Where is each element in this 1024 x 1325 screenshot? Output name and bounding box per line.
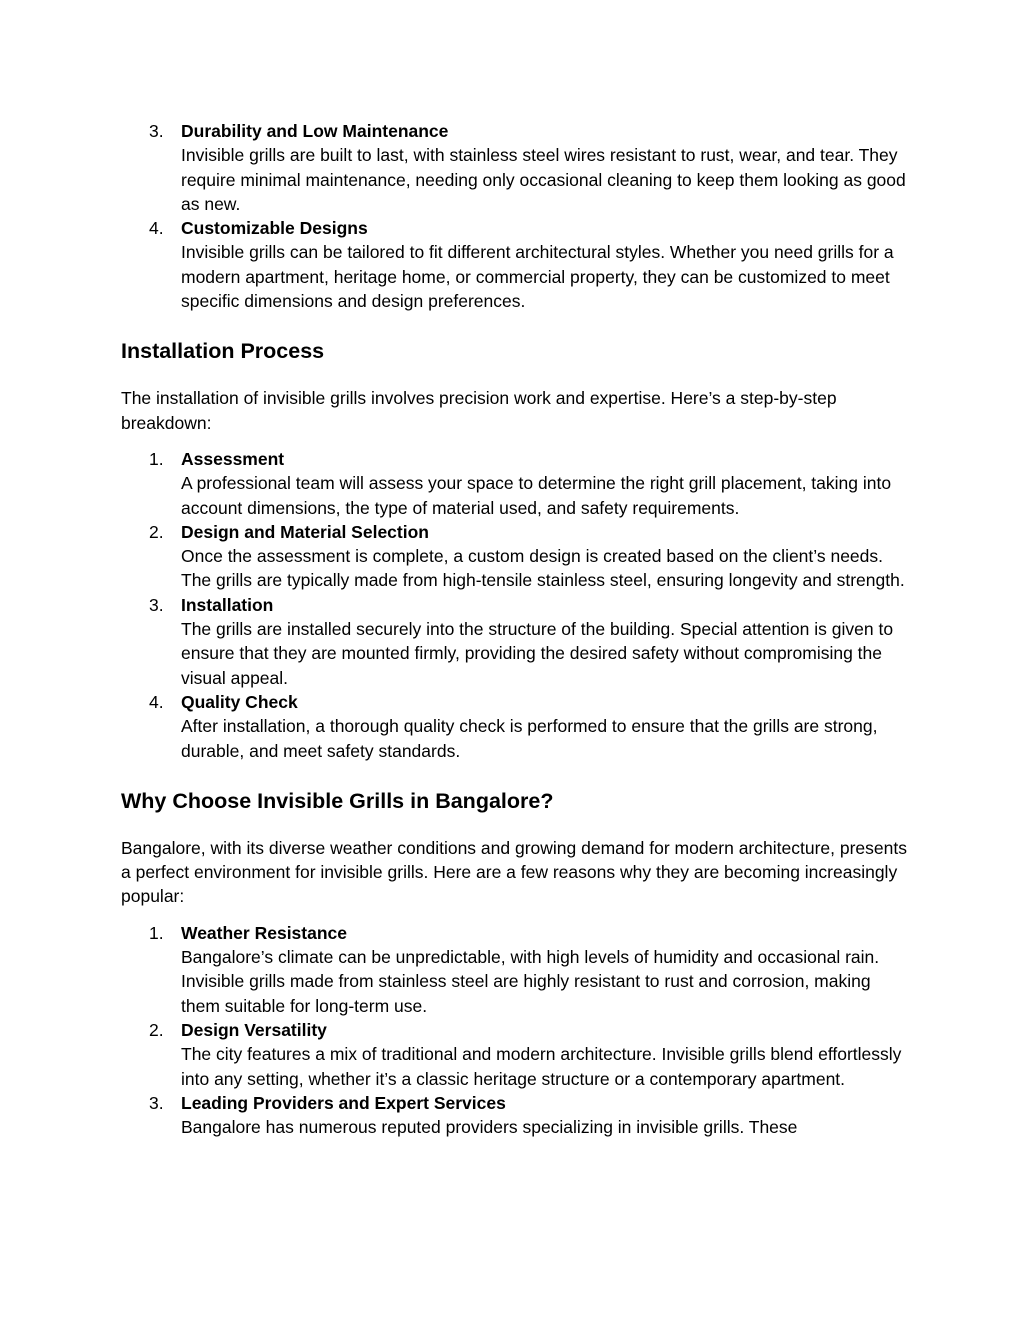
installation-steps-list [121,447,911,763]
list-item [121,921,911,1018]
list-item-title: Durability and Low Maintenance [181,121,449,141]
list-item-number: 3. [149,594,164,615]
list-item-title: Design Versatility [181,1019,327,1040]
list-item-number: 1. [149,448,164,469]
installation-intro: The installation of invisible grills involves precision work and expertise. Here’s a step-by-step breakdown: [121,388,837,433]
document-content [121,119,911,1139]
list-item-description: Bangalore has numerous reputed providers specializing in invisible grills. These [181,1117,798,1138]
list-item-description: A professional team will assess your space to determine the right grill placement, taking into account dimensions, the type of material used, and safety requirements. [181,473,892,518]
list-item-title: Assessment [181,448,285,469]
list-item-number: 1. [149,922,164,943]
section-heading-why-choose: Why Choose Invisible Grills in Bangalore? [121,788,554,813]
list-item-description: After installation, a thorough quality check is performed to ensure that the grills are strong, durable, and meet safety standards. [181,716,878,761]
list-item-number: 2. [149,1019,164,1040]
list-item-title: Weather Resistance [181,922,348,943]
why-choose-reasons-list [121,921,911,1140]
list-item-description: The city features a mix of traditional and modern architecture. Invisible grills blend effortlessly into any setting, whether it’s a classic heritage structure or a contemporary apartment. [181,1044,902,1089]
list-item-number: 3. [149,1092,164,1113]
list-item [121,216,911,313]
why-choose-intro: Bangalore, with its diverse weather conditions and growing demand for modern architecture, presents a perfect environment for invisible grills. Here are a few reasons why they are becoming increasingly popular: [121,837,907,907]
list-item [121,1091,911,1140]
list-item [121,520,911,593]
list-item-number: 4. [149,691,164,712]
benefits-list-continued [121,119,911,313]
list-item-description: Invisible grills are built to last, with stainless steel wires resistant to rust, wear, and tear. They require minimal maintenance, needing only occasional cleaning to keep them looking as good as new. [181,145,906,214]
list-item-title: Design and Material Selection [181,521,429,542]
list-item-title: Leading Providers and Expert Services [181,1092,506,1113]
list-item [121,593,911,690]
list-item-description: Once the assessment is complete, a custom design is created based on the client’s needs. The grills are typically made from high-tensile stainless steel, ensuring longevity and strength. [181,546,905,591]
list-item-number: 2. [149,521,164,542]
list-item-description: Invisible grills can be tailored to fit different architectural styles. Whether you need grills for a modern apartment, heritage home, or commercial property, they can be customized to meet specific dimensions and design preferences. [181,242,894,312]
list-item-title: Customizable Designs [181,218,368,239]
list-item [121,1018,911,1091]
list-item-title: Quality Check [181,691,298,712]
list-item-number: 3. [149,121,164,141]
list-item [121,690,911,763]
list-item-description: Bangalore’s climate can be unpredictable, with high levels of humidity and occasional rain. Invisible grills made from stainless steel are highly resistant to rust and corrosion, making them suitable for long-term use. [181,947,880,1016]
list-item-description: The grills are installed securely into the structure of the building. Special attention is given to ensure that they are mounted firmly, providing the desired safety without compromising the visual appeal. [181,619,894,688]
list-item [121,447,911,520]
list-item-number: 4. [149,218,164,239]
section-heading-installation: Installation Process [121,339,325,364]
list-item-title: Installation [181,594,274,615]
list-item [121,119,911,216]
